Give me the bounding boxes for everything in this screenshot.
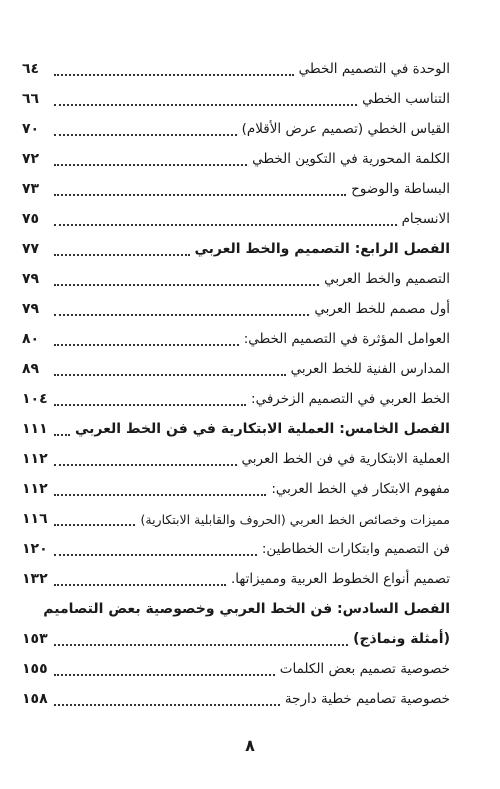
toc-chapter-heading [22,594,450,624]
toc-entry [22,294,450,324]
leader-dots [54,463,237,466]
leader-dots [54,583,226,586]
toc-entry [22,504,450,534]
toc-entry-title: أول مصمم للخط العربي [311,301,450,317]
toc-entry [22,564,450,594]
toc-entry-title: مفهوم الابتكار في الخط العربي: [268,481,450,497]
leader-dots [54,163,247,166]
toc-entry-page: ٧٣ [22,181,40,197]
toc-entry [22,84,450,114]
toc-entry-page: ٧٢ [22,151,40,167]
toc-entry-title: التصميم والخط العربي [321,271,450,287]
toc-entry [22,174,450,204]
toc-chapter-subtitle: (أمثلة ونماذج) [350,631,450,647]
toc-entry [22,444,450,474]
toc-entry-page: ١١٦ [22,511,48,527]
toc-chapter-title: الفصل الرابع: التصميم والخط العربي [192,241,450,257]
toc-entry [22,114,450,144]
toc-entry-title: الخط العربي في التصميم الزخرفي: [248,391,450,407]
toc-entry-page: ١٠٤ [22,391,48,407]
leader-dots [54,673,275,676]
toc-entry-page: ١١٢ [22,481,48,497]
leader-dots [54,73,294,76]
toc-entry-title: الكلمة المحورية في التكوين الخطي [249,151,450,167]
toc-entry-page: ١٥٣ [22,631,48,647]
toc-entry [22,354,450,384]
leader-dots [54,103,357,106]
toc-entry-page: ٨٩ [22,361,40,377]
toc-entry-page: ٧٩ [22,301,40,317]
toc-entry-page: ١٣٢ [22,571,48,587]
table-of-contents [22,54,450,714]
toc-entry-title: خصوصية تصاميم خطية دارجة [282,691,450,707]
toc-chapter-entry [22,414,450,444]
toc-chapter-title: الفصل السادس: فن الخط العربي وخصوصية بعض التصاميم [40,601,450,617]
toc-entry [22,324,450,354]
toc-entry [22,54,450,84]
toc-entry-page: ٦٦ [22,91,40,107]
toc-entry-title: التناسب الخطي [359,91,450,107]
toc-entry-title: القياس الخطي (تصميم عرض الأقلام) [239,121,450,137]
toc-entry-page: ١١١ [22,421,48,437]
toc-entry-title: تصميم أنواع الخطوط العربية ومميزاتها. [228,571,450,587]
toc-entry [22,474,450,504]
toc-entry-page: ٧٧ [22,241,40,257]
leader-dots [54,313,309,316]
leader-dots [54,703,280,706]
toc-entry-page: ١٥٨ [22,691,48,707]
toc-entry-title: العملية الابتكارية في فن الخط العربي [239,451,450,467]
leader-dots [54,553,257,556]
toc-entry-title: البساطة والوضوح [348,181,450,197]
toc-chapter-entry [22,624,450,654]
toc-entry [22,144,450,174]
leader-dots [54,343,239,346]
leader-dots [54,643,348,646]
toc-entry [22,264,450,294]
toc-entry-page: ٧٩ [22,271,40,287]
toc-entry-title: المدارس الفنية للخط العربي [288,361,450,377]
toc-entry [22,534,450,564]
leader-dots [54,403,246,406]
toc-entry-title: العوامل المؤثرة في التصميم الخطي: [241,331,450,347]
toc-entry [22,204,450,234]
toc-entry-title: خصوصية تصميم بعض الكلمات [277,661,450,677]
toc-entry-page: ٦٤ [22,61,40,77]
toc-entry [22,654,450,684]
leader-dots [54,133,237,136]
page-number: ٨ [245,736,255,755]
leader-dots [54,253,190,256]
leader-dots [54,223,397,226]
toc-entry-page: ٧٥ [22,211,40,227]
leader-dots [54,283,319,286]
toc-entry-title: الوحدة في التصميم الخطي [296,61,450,77]
toc-entry-page: ٨٠ [22,331,40,347]
leader-dots [54,193,346,196]
toc-entry-page: ٧٠ [22,121,40,137]
toc-entry-title: مميزات وخصائص الخط العربي (الحروف والقابلية الابتكارية) [137,512,450,527]
toc-entry-page: ١٥٥ [22,661,48,677]
toc-entry-title: الانسجام [399,211,450,227]
leader-dots [54,523,135,526]
toc-entry-page: ١١٢ [22,451,48,467]
toc-entry-title: فن التصميم وابتكارات الخطاطين: [259,541,450,557]
toc-entry [22,684,450,714]
leader-dots [54,433,70,436]
toc-entry-page: ١٢٠ [22,541,48,557]
leader-dots [54,493,266,496]
leader-dots [54,373,286,376]
toc-entry [22,384,450,414]
toc-chapter-entry [22,234,450,264]
toc-chapter-title: الفصل الخامس: العملية الابتكارية في فن الخط العربي [72,421,450,437]
